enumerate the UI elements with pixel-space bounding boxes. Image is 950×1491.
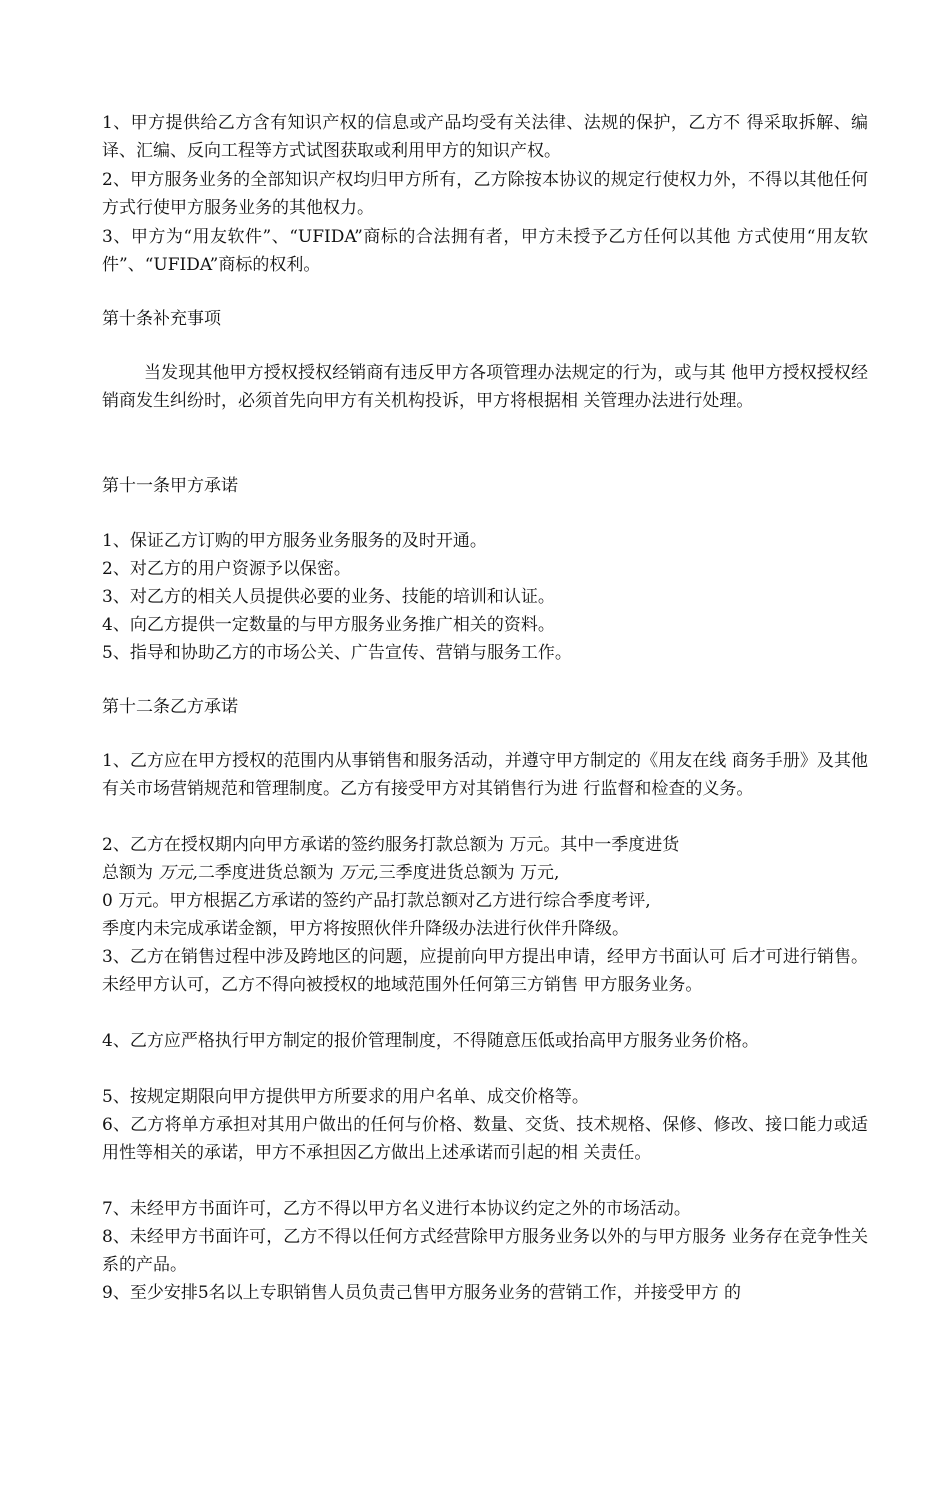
article-11-item-1: 1、保证乙方订购的甲方服务业务服务的及时开通。 [102,531,487,551]
article-11-item-3: 3、对乙方的相关人员提供必要的业务、技能的培训和认证。 [102,587,555,607]
article-12-heading: 第十二条乙方承诺 [102,697,238,717]
article-12-item-4: 4、乙方应严格执行甲方制定的报价管理制度，不得随意压低或抬高甲方服务业务价格。 [102,1031,759,1051]
article-12-item-7: 7、未经甲方书面许可，乙方不得以甲方名义进行本协议约定之外的市场活动。 [102,1199,691,1219]
article-11-item-2: 2、对乙方的用户资源予以保密。 [102,559,351,579]
article-11-item-4: 4、向乙方提供一定数量的与甲方服务业务推广相关的资料。 [102,615,555,635]
article-11-heading: 第十一条甲方承诺 [102,476,238,496]
article-10-body: 当发现其他甲方授权授权经销商有违反甲方各项管理办法规定的行为，或与其 他甲方授权授权经销商发生纠纷时，必须首先向甲方有关机构投诉，甲方将根据相 关管理办法进行处理。 [102,363,868,412]
article-12-item-2-line-1: 2、乙方在授权期内向甲方承诺的签约服务打款总额为 万元。其中一季度进货 [102,835,680,855]
quarter-3-label: 三季度进货总额为 万元, [378,863,560,883]
ip-item-3: 3、甲方为“用友软件”、“UFIDA”商标的合法拥有者，甲方未授予乙方任何以其他 方式使用“用友软件”、“UFIDA”商标的权利。 [102,227,868,276]
article-12-item-9: 9、至少安排5名以上专职销售人员负责己售甲方服务业务的营销工作，并接受甲方 的 [102,1283,742,1303]
article-12-item-6: 6、乙方将单方承担对其用户做出的任何与价格、数量、交货、技术规格、保修、修改、接口能力或适用性等相关的承诺，甲方不承担因乙方做出上述承诺而引起的相 关责任。 [102,1115,868,1164]
quarter-1-unit: 万元, [158,863,198,883]
article-12-item-3: 3、乙方在销售过程中涉及跨地区的问题，应提前向甲方提出申请，经甲方书面认可 后才可进行销售。未经甲方认可，乙方不得向被授权的地域范围外任何第三方销售 甲方服务业务。 [102,947,868,996]
quarter-2-unit: 万元, [339,863,379,883]
article-12-item-2-line-2 [102,859,559,887]
article-12-item-8: 8、未经甲方书面许可，乙方不得以任何方式经营除甲方服务业务以外的与甲方服务 业务存在竞争性关系的产品。 [102,1227,868,1276]
ip-item-1: 1、甲方提供给乙方含有知识产权的信息或产品均受有关法律、法规的保护，乙方不 得采取拆解、编译、汇编、反向工程等方式试图获取或利用甲方的知识产权。 [102,113,868,162]
quarter-1-label: 总额为 [102,863,159,883]
article-11-item-5: 5、指导和协助乙方的市场公关、广告宣传、营销与服务工作。 [102,643,572,663]
article-12-item-2-line-4: 季度内未完成承诺金额，甲方将按照伙伴升降级办法进行伙伴升降级。 [102,919,629,939]
article-10-heading: 第十条补充事项 [102,309,221,329]
article-12-item-1: 1、乙方应在甲方授权的范围内从事销售和服务活动，并遵守甲方制定的《用友在线 商务手册》及其他有关市场营销规范和管理制度。乙方有接受甲方对其销售行为进 行监督和检查的义务。 [102,751,868,800]
quarter-2-label: 二季度进货总额为 [197,863,340,883]
ip-item-2: 2、甲方服务业务的全部知识产权均归甲方所有，乙方除按本协议的规定行使权力外，不得以其他任何方式行使甲方服务业务的其他权力。 [102,170,868,219]
article-12-item-2-line-3: 0 万元。甲方根据乙方承诺的签约产品打款总额对乙方进行综合季度考评, [102,891,651,911]
article-12-item-5: 5、按规定期限向甲方提供甲方所要求的用户名单、成交价格等。 [102,1087,589,1107]
